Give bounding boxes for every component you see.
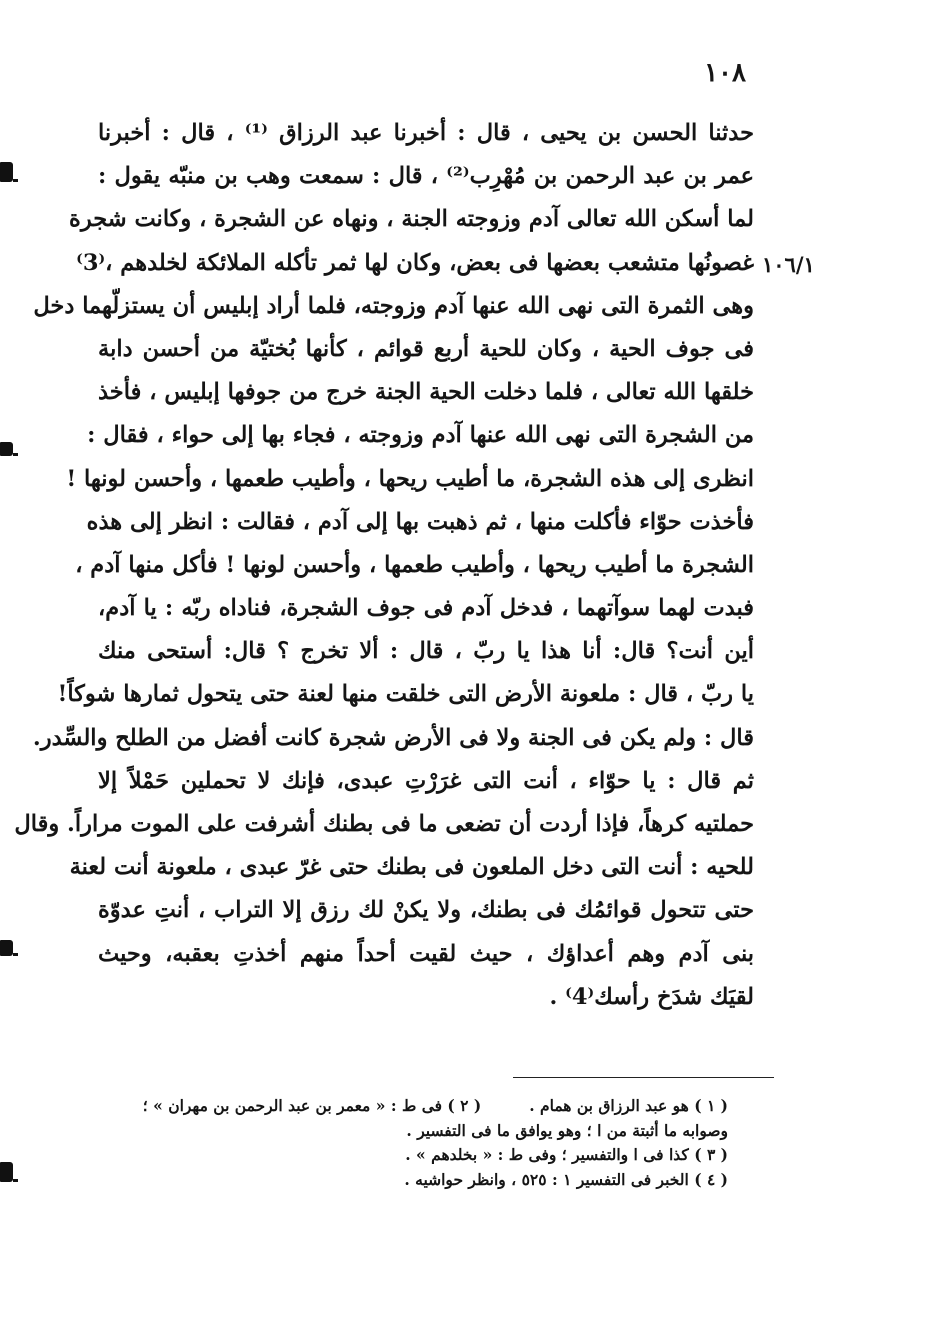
footnote-line: [142, 1094, 728, 1119]
text-line: حملتيه كرهاً، فإذا أردت أن تضعى ما فى بطنك أشرفت على الموت مراراً. وقال: [14, 811, 754, 837]
text-line: من الشجرة التى نهى الله عنها آدم وزوجته ، فجاء بها إلى حواء ، فقال :: [87, 422, 754, 449]
footnote-2-continuation: وصوابه ما أثبتة من ا ؛ وهو يوافق ما فى التفسير .: [406, 1120, 728, 1140]
text-line: بنى آدم وهم أعداؤك ، حيث لقيت أحداً منهم أخذتِ بعقبه، وحيث: [98, 940, 754, 967]
scan-edge-mark: [0, 162, 13, 182]
footnote-2: ( ٢ ) فى ط : « معمر بن عبد الرحمن بن مهران » ؛: [142, 1096, 482, 1115]
text-line: فبدت لهما سوآتهما ، فدخل آدم فى جوف الشجرة، فناداه ربّه : يا آدم،: [98, 595, 754, 622]
scan-edge-mark: [0, 1162, 13, 1182]
text-line: الشجرة ما أطيب ريحها ، وأطيب طعمها ، وأحسن لونها ! فأكل منها آدم ،: [75, 551, 754, 578]
text-line: لقيَك شدَخ رأسك⁽4⁾ .: [549, 983, 754, 1010]
text-line: فى جوف الحية ، وكان للحية أربع قوائم ، كأنها بُختيّة من أحسن دابة: [98, 335, 754, 362]
text-line: غصونُها متشعب بعضها فى بعض، وكان لها ثمر تأكله الملائكة لخلدهم ،⁽3⁾: [76, 249, 754, 276]
text-line: فأخذت حوّاء فأكلت منها ، ثم ذهبت بها إلى آدم ، فقالت : انظر إلى هذه: [86, 508, 754, 535]
footnote-4: ( ٤ ) الخبر فى التفسير ١ : ٥٢٥ ، وانظر حواشيه .: [404, 1169, 728, 1189]
text-line: وهى الثمرة التى نهى الله عنها آدم وزوجته، فلما أراد إبليس أن يستزلّهما دخل: [33, 292, 754, 319]
text-line: يا ربّ ، قال : ملعونة الأرض التى خلقت منها لعنة حتى يتحول ثمارها شوكاً!: [57, 681, 754, 708]
footnotes-block: [142, 1094, 728, 1192]
text-line: لما أسكن الله تعالى آدم وزوجته الجنة ، ونهاه عن الشجرة ، وكانت شجرة: [69, 206, 754, 233]
footnote-3: ( ٣ ) كذا فى ا والتفسير ؛ وفى ط : « بخلدهم » .: [405, 1145, 728, 1164]
text-line: انظرى إلى هذه الشجرة، ما أطيب ريحها ، وأطيب طعمها ، وأحسن لونها !: [66, 465, 754, 492]
footnote-1: ( ١ ) هو عبد الرزاق بن همام .: [529, 1096, 728, 1115]
scan-edge-mark: [0, 442, 13, 456]
text-line: أين أنت؟ قال: أنا هذا يا ربّ ، قال : ألا تخرج ؟ قال: أستحى منك: [98, 638, 754, 665]
text-line: للحيه : أنت التى دخل الملعون فى بطنك حتى غرّ عبدى ، ملعونة أنت لعنة: [69, 854, 754, 881]
text-line: قال : ولم يكن فى الجنة ولا فى الأرض شجرة كانت أفضل من الطلح والسِّدر.: [32, 724, 754, 751]
page-number: ١٠٨: [704, 58, 746, 88]
margin-reference: ١٠٦/١: [762, 252, 815, 277]
text-line: خلقها الله تعالى ، فلما دخلت الحية الجنة خرج من جوفها إبليس ، فأخذ: [98, 379, 754, 406]
text-line: حتى تتحول قوائمُك فى بطنك، ولا يكنْ لك رزق إلا التراب ، أنتِ عدوّة: [98, 897, 754, 924]
text-line: عمر بن عبد الرحمن بن مُهْرِب⁽²⁾ ، قال : سمعت وهب بن منبّه يقول :: [98, 163, 755, 190]
text-line: ثم قال : يا حوّاء ، أنت التى غرَرْتِ عبدى، فإنك لا تحملين حَمْلاً إلا: [98, 767, 754, 794]
footnote-divider: [513, 1077, 774, 1078]
scan-edge-mark: [0, 940, 13, 956]
main-text-block: [14, 112, 755, 1019]
text-line: حدثنا الحسن بن يحيى ، قال : أخبرنا عبد الرزاق ⁽¹⁾ ، قال : أخبرنا: [98, 120, 754, 146]
